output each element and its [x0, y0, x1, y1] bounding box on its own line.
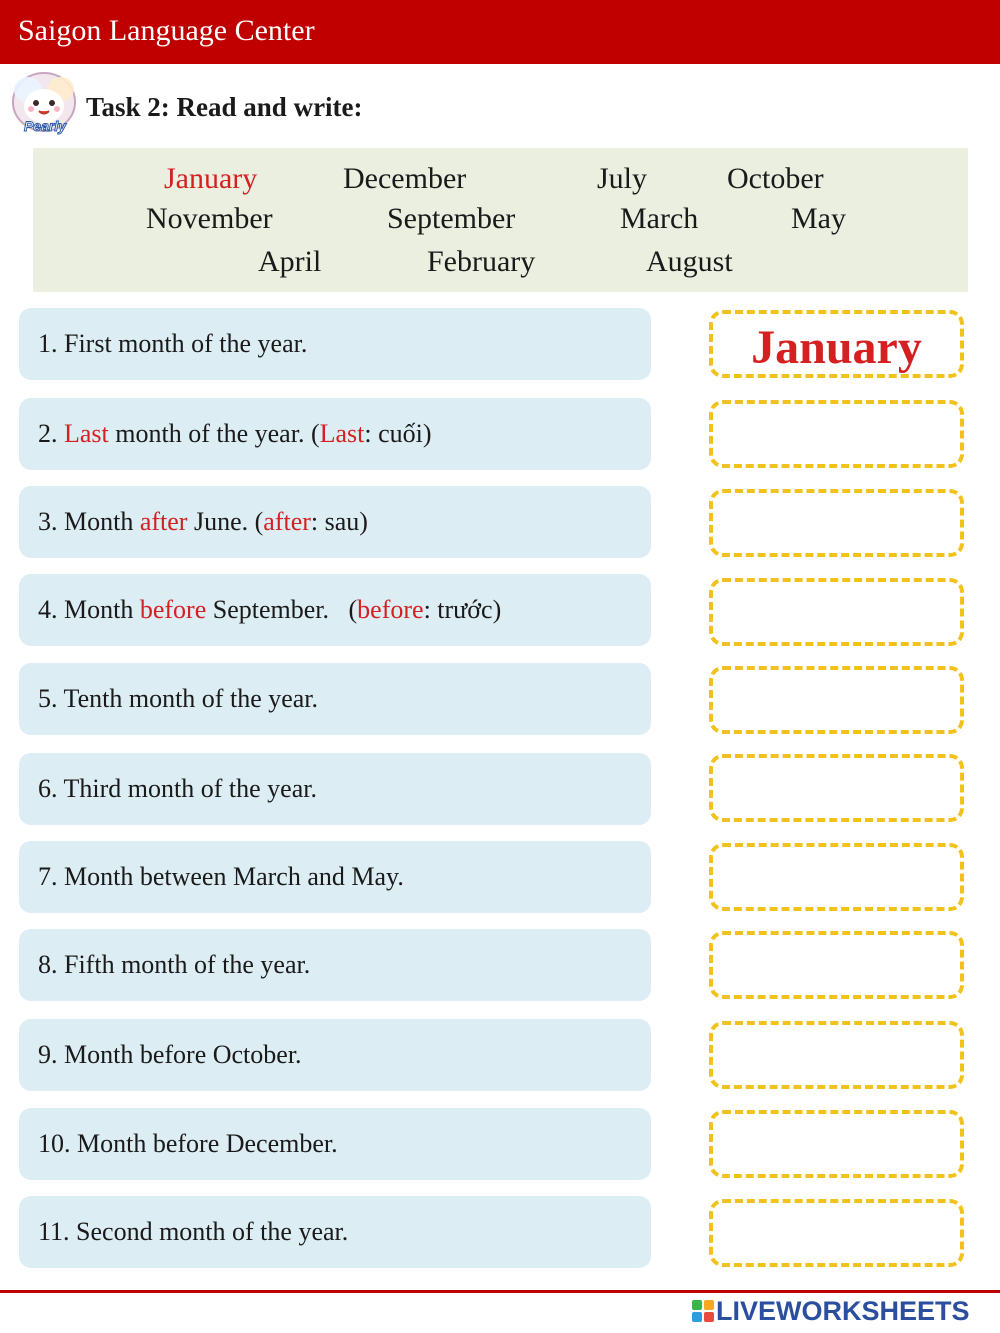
question-box-11	[19, 1196, 651, 1268]
question-text-part: 3. Month	[38, 507, 140, 536]
question-text	[38, 508, 368, 537]
word-bank-item: February	[427, 245, 536, 278]
question-text-part: : cuối)	[364, 419, 432, 448]
question-text: 11. Second month of the year.	[38, 1217, 349, 1246]
word-bank-item: October	[727, 162, 824, 195]
mascot-label: Pearly	[23, 118, 67, 134]
word-bank-item: May	[791, 202, 846, 235]
word-bank-item: July	[597, 162, 648, 195]
word-bank-item: January	[164, 162, 258, 195]
answer-field-3[interactable]	[709, 489, 964, 557]
answer-field-8[interactable]	[709, 931, 964, 999]
question-text	[38, 330, 307, 359]
question-text: 5. Tenth month of the year.	[38, 684, 319, 713]
question-text-part: 4. Month	[38, 595, 140, 624]
answer-field-4[interactable]	[709, 578, 964, 646]
word-bank-item: December	[343, 162, 467, 195]
answer-field-1[interactable]	[709, 310, 964, 378]
answer-field-11[interactable]	[709, 1199, 964, 1267]
question-box-6	[19, 753, 651, 825]
answer-field-2[interactable]	[709, 400, 964, 468]
highlighted-word: after	[139, 507, 188, 536]
question-text: 9. Month before October.	[38, 1040, 302, 1069]
question-box-10	[19, 1108, 651, 1180]
highlighted-word: before	[357, 595, 424, 624]
word-bank-item: April	[258, 245, 322, 278]
task-title: Task 2: Read and write:	[86, 92, 363, 122]
question-text-part: 1. First month of the year.	[38, 329, 308, 358]
answer-field-6[interactable]	[709, 754, 964, 822]
question-text	[38, 420, 432, 449]
question-text-part: month of the year. (	[108, 419, 320, 448]
question-box-5	[19, 663, 651, 735]
question-text-part: : trước)	[423, 595, 502, 624]
question-text: 7. Month between March and May.	[38, 862, 404, 891]
highlighted-word: after	[263, 507, 311, 536]
highlighted-word: before	[139, 595, 207, 624]
question-box-9	[19, 1019, 651, 1091]
answer-field-5[interactable]	[709, 666, 964, 734]
word-bank	[33, 148, 968, 292]
header-bar	[0, 0, 1000, 64]
answer-field-10[interactable]	[709, 1110, 964, 1178]
answer-field-9[interactable]	[709, 1021, 964, 1089]
highlighted-word: Last	[64, 419, 109, 448]
question-text	[38, 596, 501, 625]
question-text-part: 2.	[38, 419, 64, 448]
highlighted-word: Last	[319, 419, 365, 448]
question-text: 10. Month before December.	[38, 1129, 338, 1158]
question-text-part: : sau)	[310, 507, 368, 536]
liveworksheets-wordmark: LIVEWORKSHEETS	[716, 1296, 970, 1326]
answer-field-7[interactable]	[709, 843, 964, 911]
question-text: 8. Fifth month of the year.	[38, 950, 311, 979]
word-bank-item: September	[387, 202, 516, 235]
question-text: 6. Third month of the year.	[38, 774, 317, 803]
footer-divider	[0, 1290, 1000, 1293]
word-bank-item: March	[620, 202, 699, 235]
question-box-7	[19, 841, 651, 913]
answer-value: January	[751, 321, 922, 374]
word-bank-item: August	[646, 245, 733, 278]
question-box-3	[19, 486, 651, 558]
question-box-4	[19, 574, 651, 646]
question-text-part: September. (	[206, 595, 358, 624]
question-box-1	[19, 308, 651, 380]
liveworksheets-icon	[692, 1300, 714, 1322]
question-text-part: June. (	[187, 507, 264, 536]
question-box-8	[19, 929, 651, 1001]
header-title: Saigon Language Center	[18, 14, 315, 47]
question-box-2	[19, 398, 651, 470]
word-bank-item: November	[146, 202, 273, 235]
pearly-mascot-logo	[6, 70, 82, 142]
